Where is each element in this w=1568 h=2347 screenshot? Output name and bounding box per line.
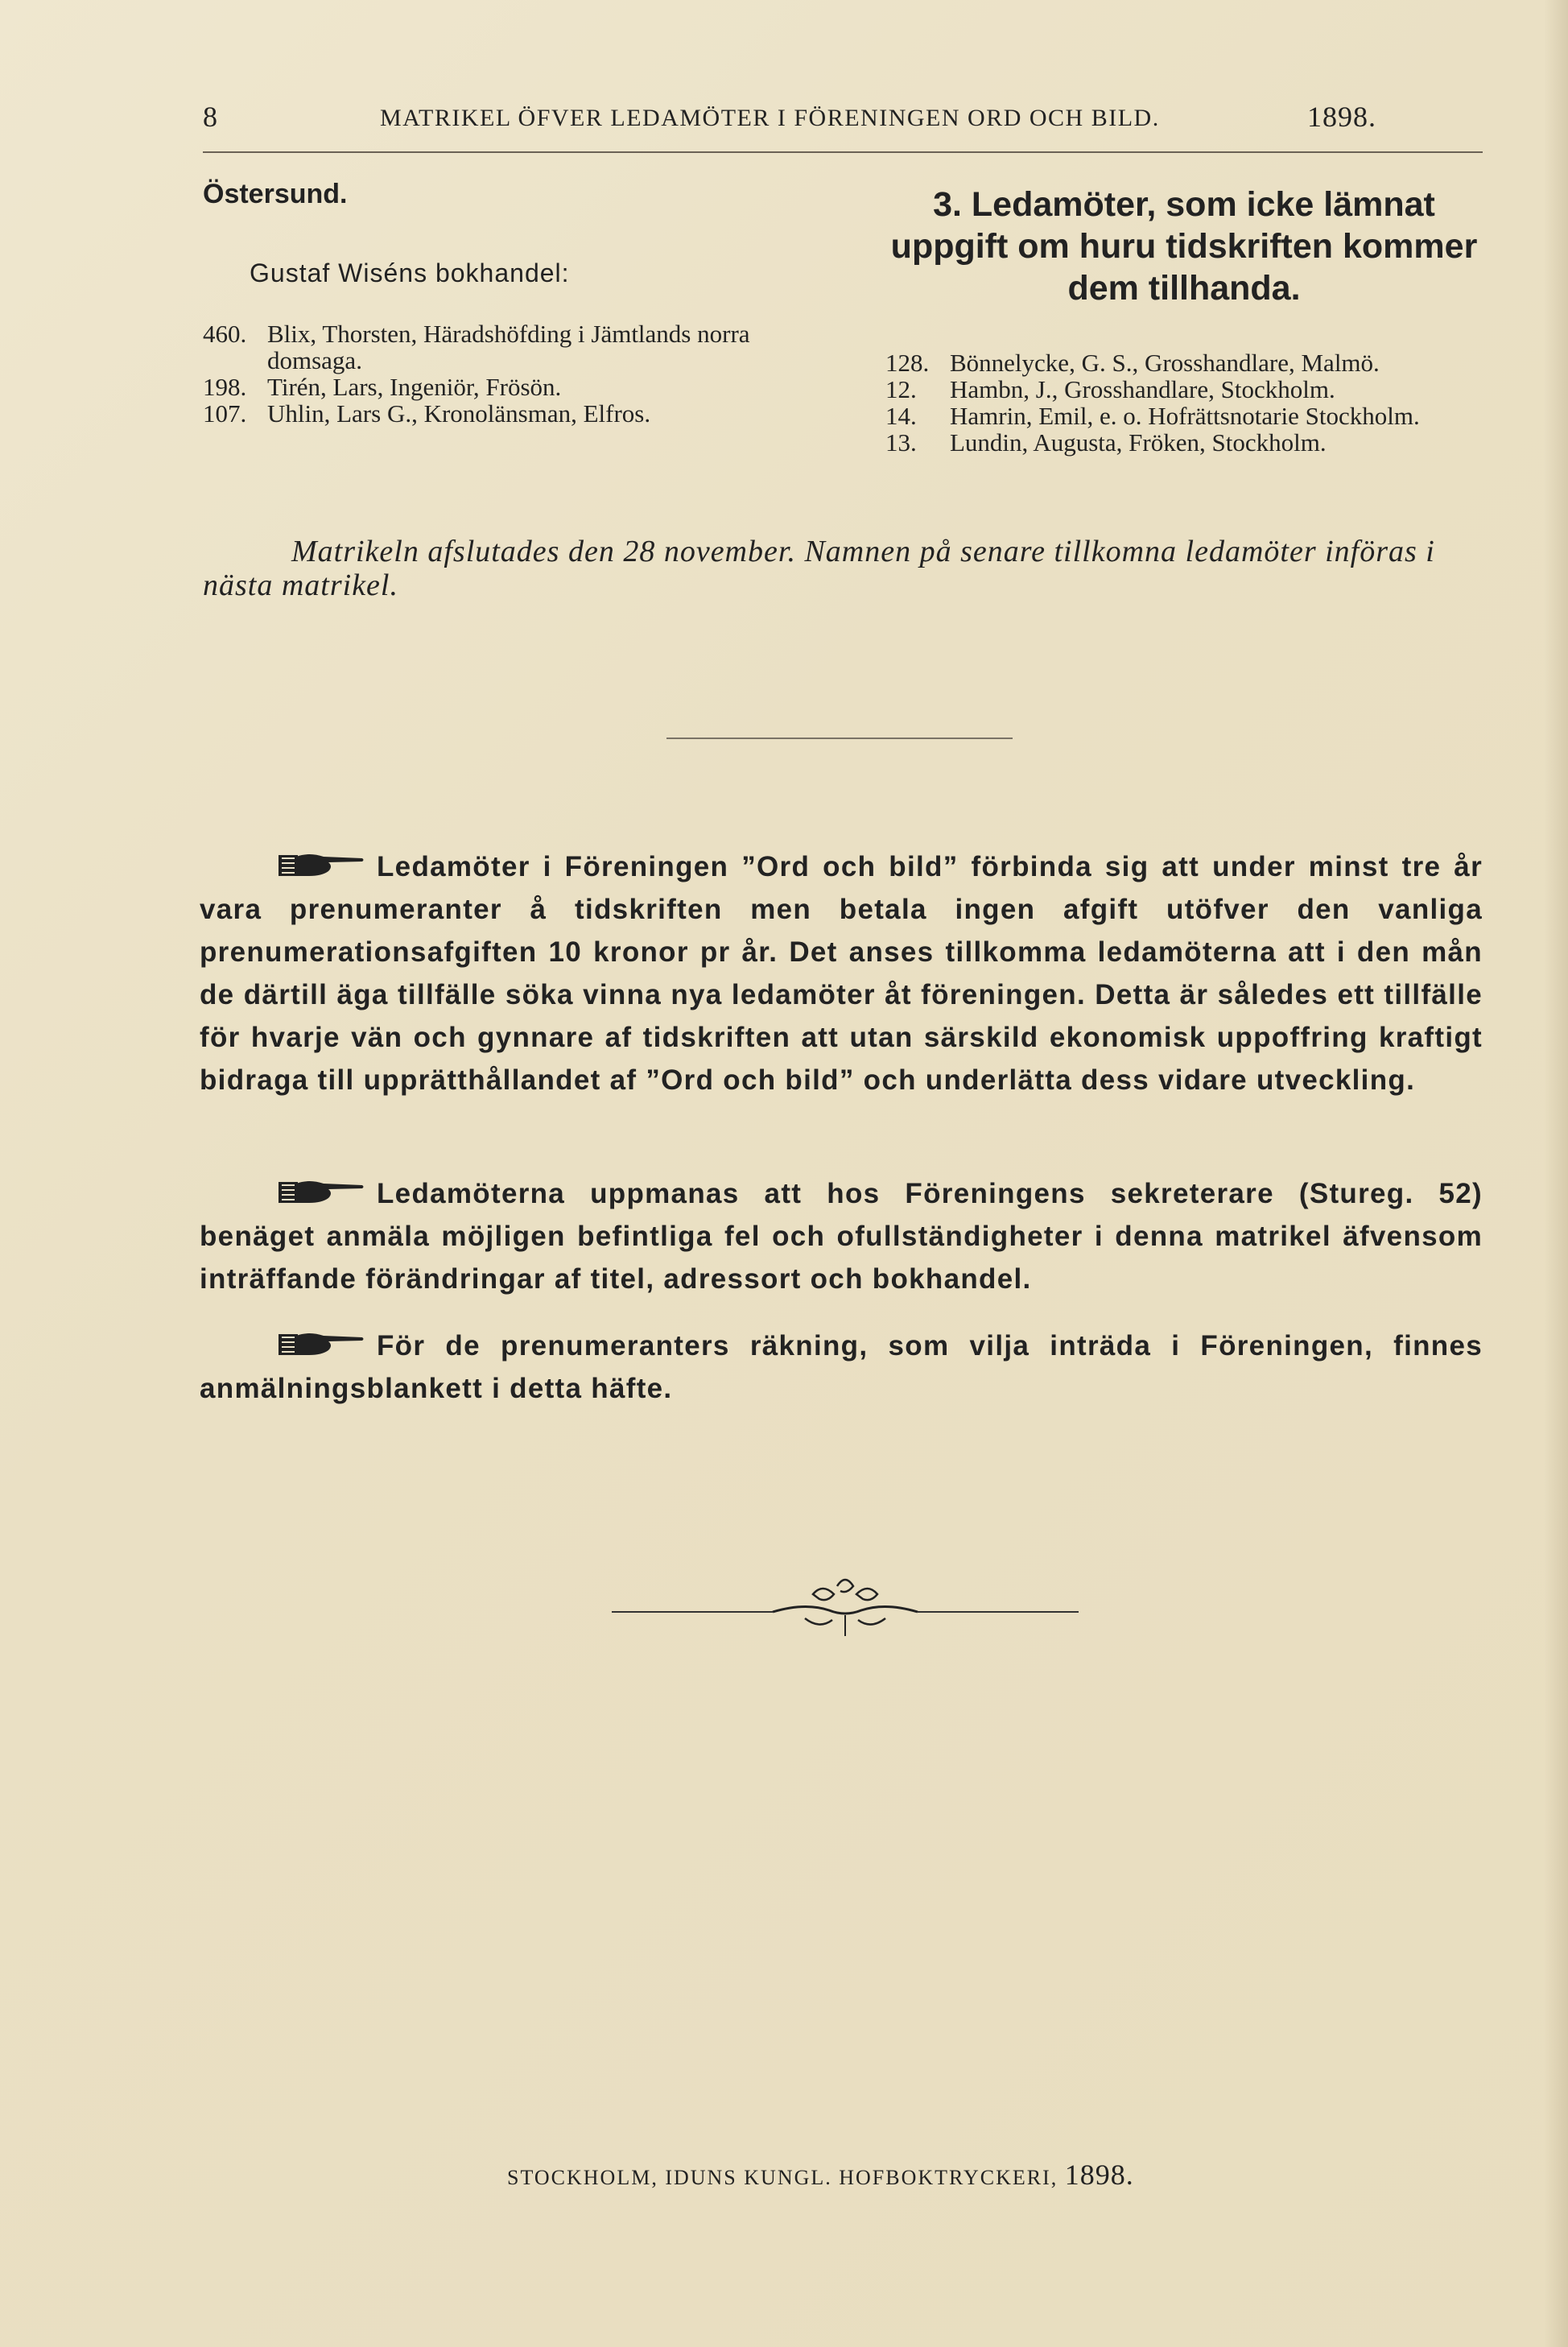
entry-text: Blix, Thorsten, Häradshöfding i Jämtlands norra domsaga. [267, 320, 750, 374]
entry-text: Hamrin, Emil, e. o. Hofrättsnotarie Stockholm. [950, 402, 1420, 430]
notice-text: För de prenumeranters räkning, som vilja inträda i Föreningen, finnes anmälningsblankett i detta häfte. [200, 1330, 1483, 1404]
page-edge-shadow [1544, 0, 1568, 2347]
entry-text: Tirén, Lars, Ingeniör, Frösön. [267, 373, 562, 401]
list-item [203, 320, 839, 374]
entry-number: 107. [203, 399, 247, 428]
list-item [203, 374, 839, 400]
notice-registration [200, 1324, 1483, 1410]
running-title: MATRIKEL ÖFVER LEDAMÖTER I FÖRENINGEN ORD OCH BILD. [380, 105, 1160, 131]
right-column [885, 184, 1483, 456]
notice-text: Ledamöter i Föreningen ”Ord och bild” förbinda sig att under minst tre år vara prenumeranter å tidskriften men betala ingen afgift utöfver den vanliga prenumerationsafgiften 10 kronor pr år. Det anses tillkomma ledamöterna att i den mån de därtill äga tillfälle söka vinna nya ledamöter åt föreningen. Detta är således ett tillfälle för hvarje vän och gynnare af tidskriften att utan särskild ekonomisk uppoffring kraftigt bidraga till upprätthållandet af ”Ord och bild” och underlätta dess vidare utveckling. [200, 851, 1483, 1096]
list-item [885, 403, 1483, 429]
entry-number: 14. [885, 402, 917, 430]
printer-imprint [507, 2158, 1232, 2192]
page-number: 8 [203, 101, 218, 133]
closing-note: Matrikeln afslutades den 28 november. Namnen på senare tillkomna ledamöter införas i nästa matrikel. [203, 535, 1435, 602]
member-list-left [203, 320, 839, 427]
pointing-hand-icon [277, 849, 365, 881]
section-divider [666, 738, 1013, 739]
printer-name: STOCKHOLM, IDUNS KUNGL. HOFBOKTRYCKERI, [507, 2166, 1058, 2189]
entry-text: Lundin, Augusta, Fröken, Stockholm. [950, 428, 1327, 457]
notice-membership [200, 845, 1483, 1101]
header-year: 1898. [1307, 101, 1376, 133]
left-column [203, 179, 839, 427]
entry-text: Hambn, J., Grosshandlare, Stockholm. [950, 375, 1335, 403]
entry-number: 460. [203, 320, 247, 348]
entry-number: 13. [885, 428, 917, 457]
list-item [885, 429, 1483, 456]
section-title: 3. Ledamöter, som icke lämnat uppgift om huru tidskriften kommer dem tillhanda. [890, 185, 1478, 308]
member-list-right [885, 349, 1483, 456]
entry-number: 128. [885, 349, 930, 377]
city-heading: Östersund. [203, 179, 348, 209]
running-header [203, 100, 1376, 138]
list-item [885, 376, 1483, 403]
entry-number: 12. [885, 375, 917, 403]
notice-text: Ledamöterna uppmanas att hos Föreningens sekreterare (Stureg. 52) benäget anmäla möjligen befintliga fel och ofullständigheter i denna matrikel äfvensom inträffande förändringar af titel, adressort och bokhandel. [200, 1178, 1483, 1295]
list-item [203, 400, 839, 427]
entry-number: 198. [203, 373, 247, 401]
header-rule [203, 151, 1483, 153]
entry-text: Uhlin, Lars G., Kronolänsman, Elfros. [267, 399, 651, 428]
pointing-hand-icon [277, 1328, 365, 1360]
ornament-flourish [612, 1570, 1079, 1642]
pointing-hand-icon [277, 1176, 365, 1208]
notice-corrections [200, 1172, 1483, 1300]
list-item [885, 349, 1483, 376]
entry-text: Bönnelycke, G. S., Grosshandlare, Malmö. [950, 349, 1380, 377]
bookshop-heading: Gustaf Wiséns bokhandel: [250, 258, 570, 287]
imprint-year: 1898. [1064, 2159, 1134, 2191]
